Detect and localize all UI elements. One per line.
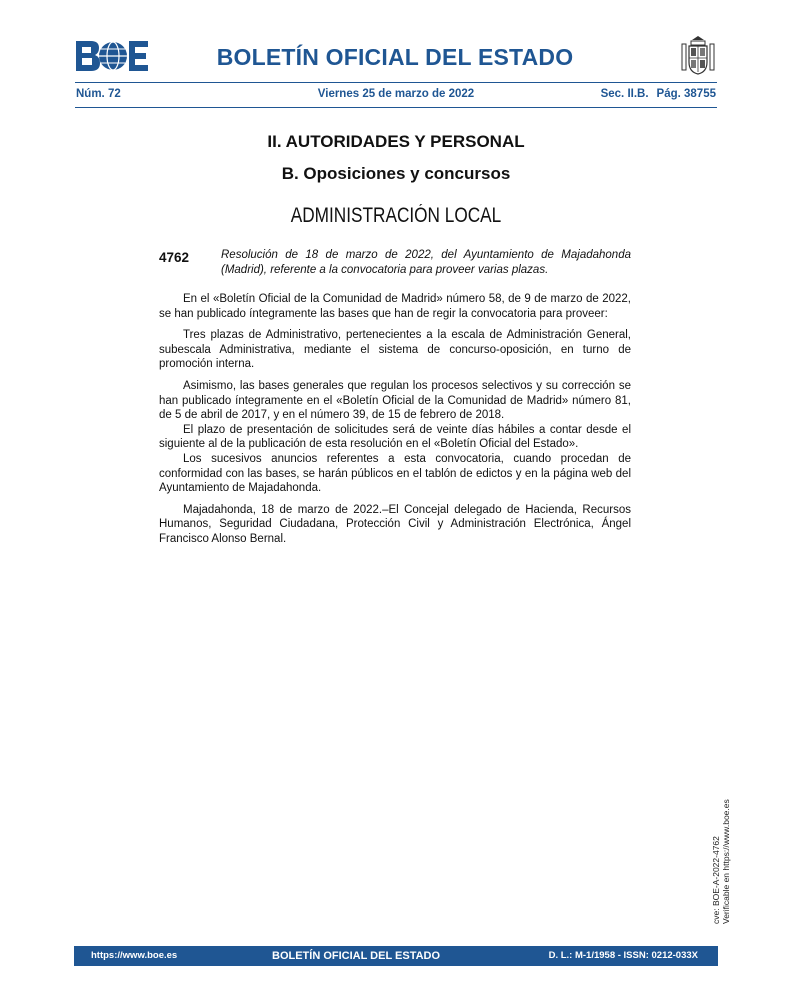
issue-number: Núm. 72 <box>76 88 121 100</box>
footer-legal: D. L.: M-1/1958 - ISSN: 0212-033X <box>548 950 698 961</box>
paragraph: Asimismo, las bases generales que regulan los procesos selectivos y su corrección se han publicado íntegramente en el «Boletín Oficial de la Comunidad de Madrid» número 81, de 5 de abril de 2017, y en el número 39, de 15 de febrero de 2018. <box>159 379 631 422</box>
administration-heading: ADMINISTRACIÓN LOCAL <box>290 204 502 227</box>
issue-date: Viernes 25 de marzo de 2022 <box>317 88 475 100</box>
footer-bar <box>74 946 718 966</box>
document-body <box>159 292 631 547</box>
section-page <box>593 88 716 100</box>
section-heading: II. AUTORIDADES Y PERSONAL <box>267 132 525 151</box>
coat-of-arms-icon <box>680 36 716 76</box>
page-number: Pág. 38755 <box>656 88 716 100</box>
entry-number: 4762 <box>159 250 190 265</box>
footer-url-link[interactable]: https://www.boe.es <box>91 950 178 961</box>
section-code: Sec. II.B. <box>600 88 649 100</box>
paragraph: Tres plazas de Administrativo, pertenecientes a la escala de Administración General, subescala Administrativa, mediante el sistema de concurso-oposición, en turno de promoción interna. <box>159 329 631 371</box>
paragraph: El plazo de presentación de solicitudes será de veinte días hábiles a contar desde el siguiente al de la publicación de esta resolución en el «Boletín Oficial del Estado». <box>159 423 631 451</box>
paragraph: En el «Boletín Oficial de la Comunidad de Madrid» número 58, de 9 de marzo de 2022, se han publicado íntegramente las bases que han de regir la convocatoria para proveer: <box>159 293 631 320</box>
subsection-heading: B. Oposiciones y concursos <box>281 164 511 183</box>
header-rule-bottom <box>75 107 717 108</box>
paragraph: Los sucesivos anuncios referentes a esta convocatoria, cuando procedan de conformidad con las bases, se harán públicos en el tablón de edictos y en la página web del Ayuntamiento de Majadahonda. <box>159 452 631 495</box>
entry-title: Resolución de 18 de marzo de 2022, del Ayuntamiento de Majadahonda (Madrid), referente a la convocatoria para proveer varias plazas. <box>221 249 631 276</box>
verification-note <box>711 799 731 924</box>
boe-logo <box>76 41 148 71</box>
signature-paragraph: Majadahonda, 18 de marzo de 2022.–El Concejal delegado de Hacienda, Recursos Humanos, Seguridad Ciudadana, Protección Civil y Administración Electrónica, Ángel Francisco Alonso Bernal. <box>159 503 631 545</box>
footer-title: BOLETÍN OFICIAL DEL ESTADO <box>272 950 441 962</box>
verify-link[interactable]: Verificable en https://www.boe.es <box>721 799 731 924</box>
cve-code: cve: BOE-A-2022-4762 <box>711 836 721 924</box>
header-rule <box>75 82 717 83</box>
masthead-title: BOLETÍN OFICIAL DEL ESTADO <box>216 44 574 70</box>
